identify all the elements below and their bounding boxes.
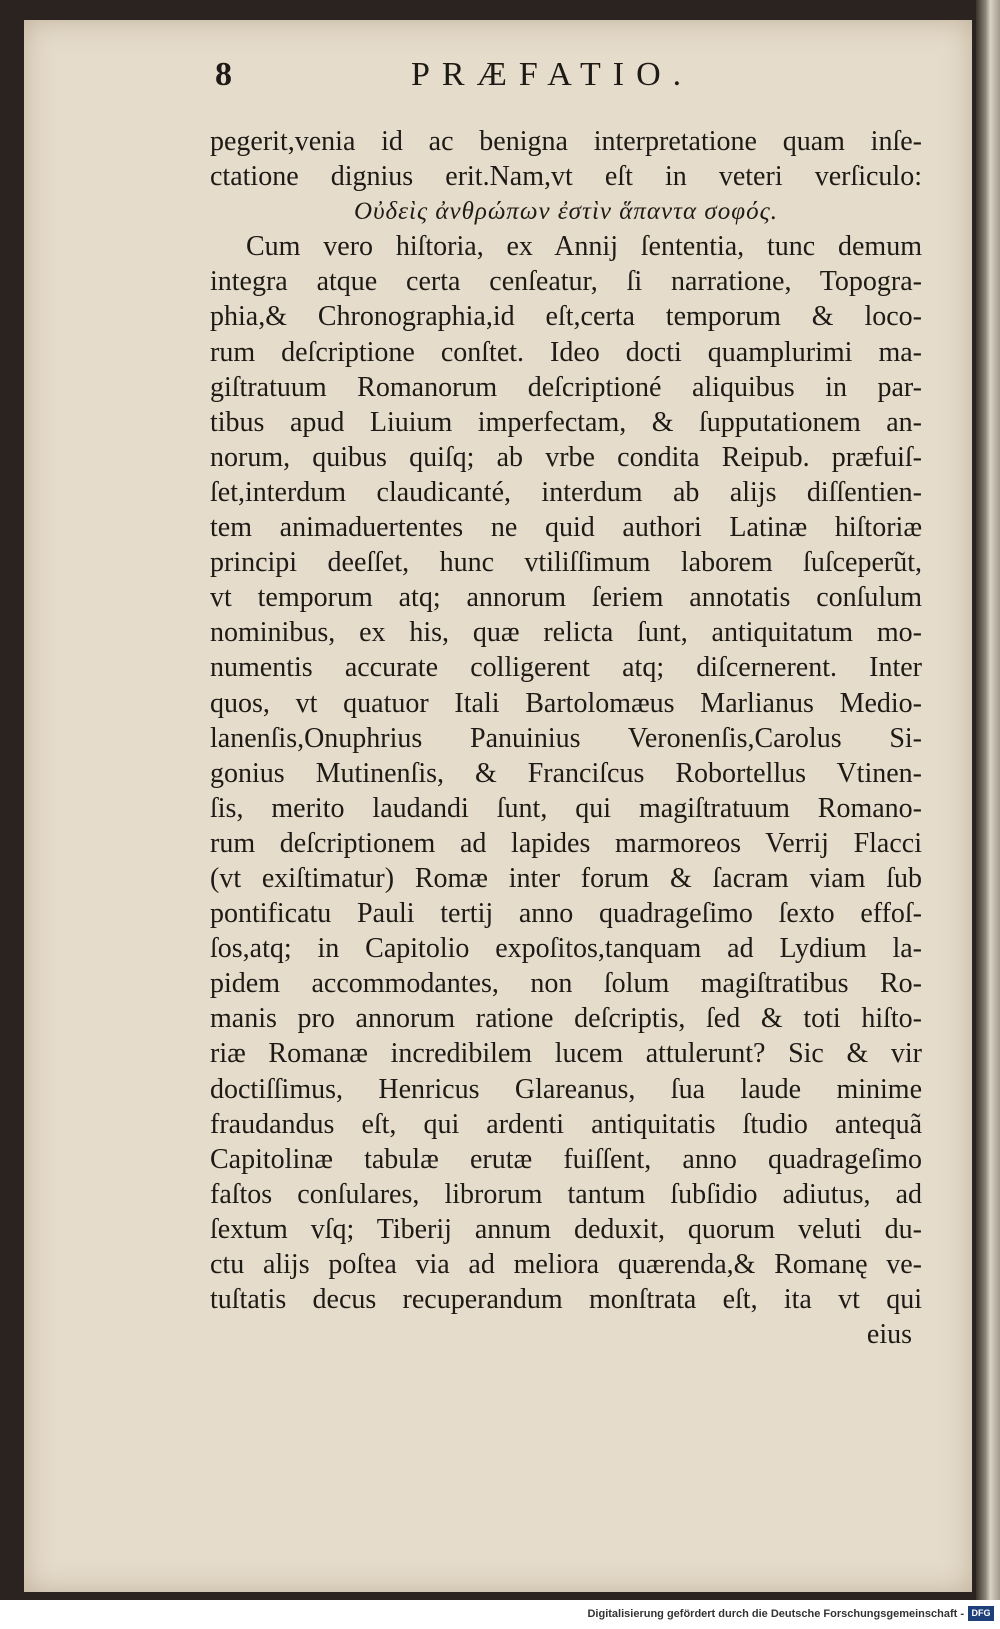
text-line: ſis, merito laudandi ſunt, qui magiſtratuum Romano- <box>210 792 922 824</box>
text-line: riæ Romanæ incredibilem lucem attulerunt? Sic & vir <box>210 1038 922 1070</box>
text-line: manis pro annorum ratione deſcriptis, ſed & toti hiſto- <box>210 1003 922 1035</box>
text-line: ſos,atq; in Capitolio expoſitos,tanquam ad Lydium la- <box>210 933 922 965</box>
text-line: tuſtatis decus recuperandum monſtrata eſt, ita vt qui <box>210 1284 922 1316</box>
text-line: integra atque certa cenſeatur, ſi narratione, Topogra- <box>210 266 922 298</box>
body-text <box>210 124 922 1352</box>
text-line: norum, quibus quiſq; ab vrbe condita Reipub. præfuiſ- <box>210 441 922 473</box>
text-line: pidem accommodantes, non ſolum magiſtratibus Ro- <box>210 968 922 1000</box>
text-line: nominibus, ex his, quæ relicta ſunt, antiquitatum mo- <box>210 617 922 649</box>
page-number: 8 <box>215 56 232 93</box>
book-edge <box>976 0 1000 1600</box>
text-line: doctiſſimus, Henricus Glareanus, ſua laude minime <box>210 1073 922 1105</box>
text-line: vt temporum atq; annorum ſeriem annotatis conſulum <box>210 582 922 614</box>
text-line: fraudandus eſt, qui ardenti antiquitatis ſtudio antequã <box>210 1108 922 1140</box>
text-line: Capitolinæ tabulæ erutæ fuiſſent, anno quadrageſimo <box>210 1143 922 1175</box>
text-line: ſextum vſq; Tiberij annum deduxit, quorum veluti du- <box>210 1213 922 1245</box>
text-line: pontificatu Pauli tertij anno quadrageſimo ſexto effoſ- <box>210 898 922 930</box>
greek-verse: Οὐδεὶς ἀνθρώπων ἐστὶν ἅπαντα σοφός. <box>354 198 778 226</box>
text-line: numentis accurate colligerent atq; diſcernerent. Inter <box>210 652 922 684</box>
text-line: Cum vero hiſtoria, ex Annij ſententia, tunc demum <box>246 231 922 263</box>
text-line: pegerit,venia id ac benigna interpretatione quam inſe- <box>210 126 922 157</box>
text-line: ſet,interdum claudicanté, interdum ab alijs diſſentien- <box>210 476 922 508</box>
text-line: principi deeſſet, hunc vtiliſſimum laborem ſuſceperũt, <box>210 547 922 579</box>
text-line: (vt exiſtimatur) Romæ inter forum & ſacram viam ſub <box>210 862 922 894</box>
digitization-footer <box>0 1600 1000 1629</box>
text-line: quos, vt quatuor Itali Bartolomæus Marlianus Medio- <box>210 687 922 719</box>
text-line: rum deſcriptione conſtet. Ideo docti quamplurimi ma- <box>210 336 922 368</box>
text-line: tem animaduertentes ne quid authori Latinæ hiſtoriæ <box>210 512 922 544</box>
text-line: gonius Mutinenſis, & Franciſcus Robortellus Vtinen- <box>210 757 922 789</box>
catchword: eius <box>866 1319 912 1351</box>
text-line: tibus apud Liuium imperfectam, & ſupputationem an- <box>210 406 922 438</box>
text-line: giſtratuum Romanorum deſcriptioné aliquibus in par- <box>210 371 922 403</box>
page-header <box>215 56 775 112</box>
text-line: faſtos conſulares, librorum tantum ſubſidio adiutus, ad <box>210 1178 922 1210</box>
funding-credit: Digitalisierung gefördert durch die Deutsche Forschungsgemeinschaft - <box>587 1608 964 1620</box>
text-line: lanenſis,Onuphrius Panuinius Veronenſis,Carolus Si- <box>210 722 922 754</box>
dfg-logo-icon: DFG <box>968 1606 994 1621</box>
text-line: rum deſcriptionem ad lapides marmoreos Verrij Flacci <box>210 827 922 859</box>
running-title: PRÆFATIO. <box>411 56 694 93</box>
text-line: phia,& Chronographia,id eſt,certa temporum & loco- <box>210 301 922 333</box>
text-line: ctu alijs poſtea via ad meliora quærenda,& Romanę ve- <box>210 1249 922 1280</box>
text-line: ctatione dignius erit.Nam,vt eſt in veteri verſiculo: <box>210 161 922 193</box>
